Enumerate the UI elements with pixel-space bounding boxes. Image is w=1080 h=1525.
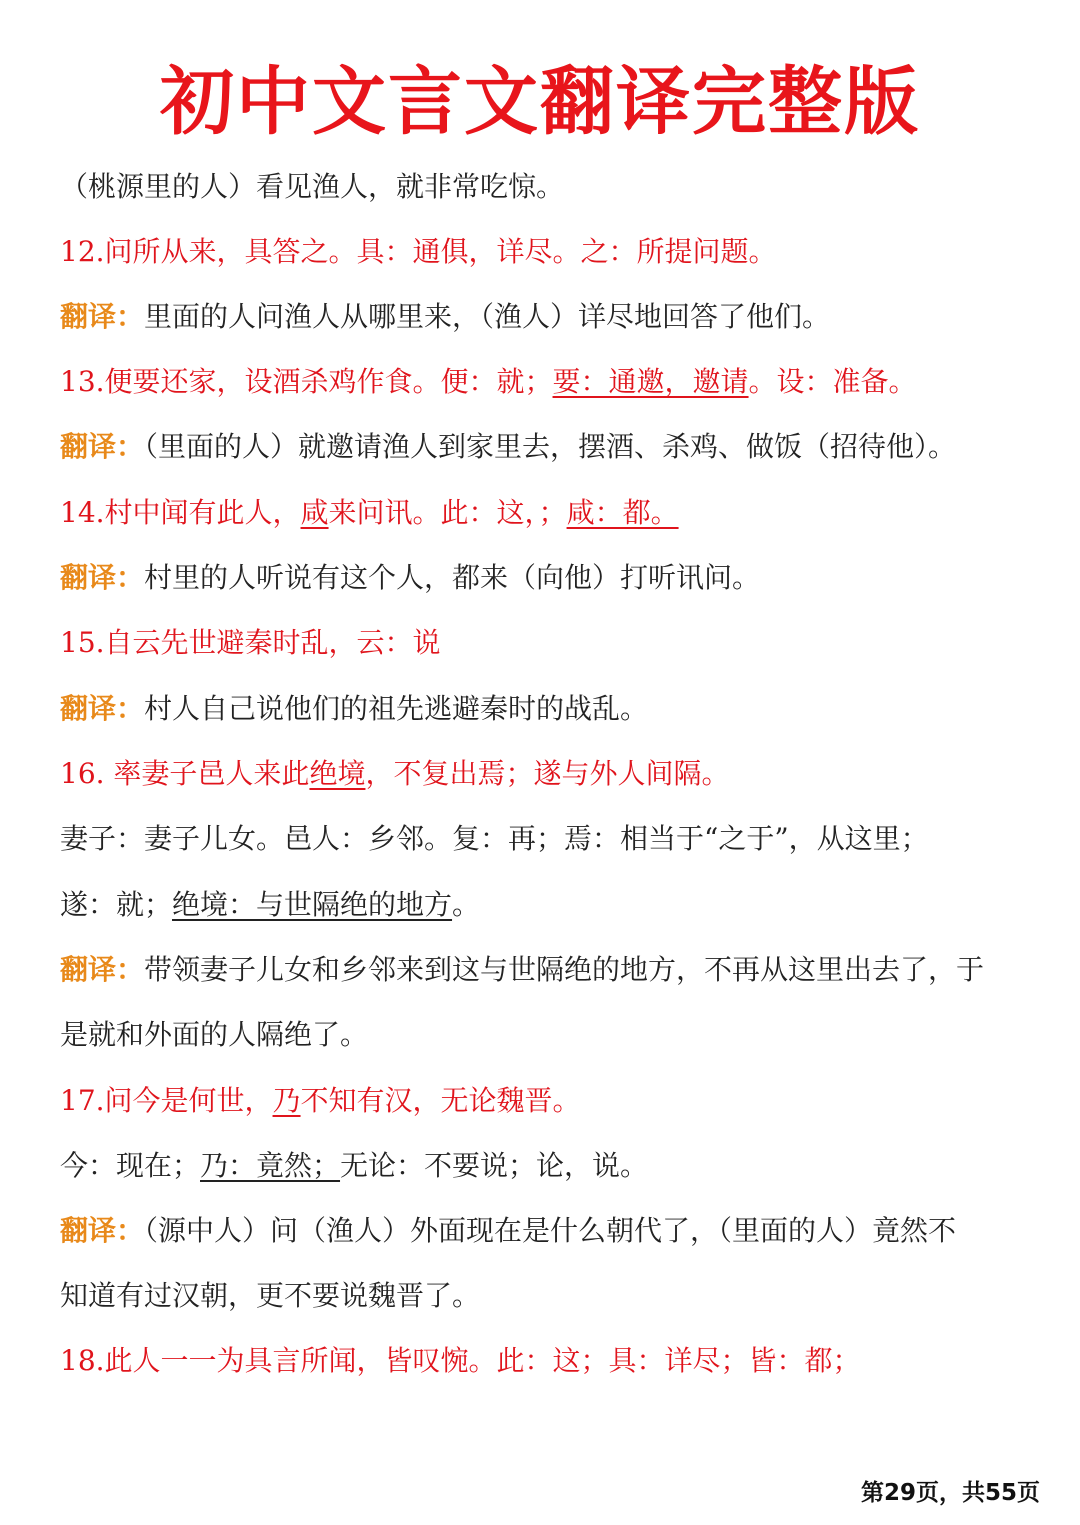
notes-16: 妻子：妻子儿女。邑人：乡邻。复：再；焉：相当于“之于”，从这里； xyxy=(60,822,929,855)
translation-16-cont: 是就和外面的人隔绝了。 xyxy=(60,1018,369,1051)
translation-label: 翻译： xyxy=(60,300,145,333)
notes-17: 今：现在；乃：竟然；无论：不要说；论，说。 xyxy=(60,1149,649,1182)
source-sentence-18: 18.此人一一为具言所闻，皆叹惋。此：这；具：详尽；皆：都； xyxy=(60,1344,861,1377)
translation-17-cont: 知道有过汉朝，更不要说魏晋了。 xyxy=(60,1279,481,1312)
translation-17: 翻译：（源中人）问（渔人）外面现在是什么朝代了，（里面的人）竟然不 xyxy=(60,1214,957,1247)
translation-label: 翻译： xyxy=(60,692,145,725)
page-title: 初中文言文翻译完整版 xyxy=(160,59,920,145)
source-sentence-16: 16. 率妻子邑人来此绝境，不复出焉；遂与外人间隔。 xyxy=(60,757,730,790)
source-sentence-12: 12.问所从来，具答之。具：通俱，详尽。之：所提问题。 xyxy=(60,235,777,268)
source-sentence-13: 13.便要还家，设酒杀鸡作食。便：就；要：通邀，邀请。设：准备。 xyxy=(60,365,917,398)
translation-12: 翻译：里面的人问渔人从哪里来，（渔人）详尽地回答了他们。 xyxy=(60,300,831,333)
source-sentence-14: 14.村中闻有此人，咸来问讯。此：这，；咸：都。 xyxy=(60,496,679,529)
translation-15: 翻译：村人自己说他们的祖先逃避秦时的战乱。 xyxy=(60,692,649,725)
translation-16: 翻译：带领妻子儿女和乡邻来到这与世隔绝的地方，不再从这里出去了，于 xyxy=(60,953,985,986)
page-number: 第29页，共55页 xyxy=(860,1480,1040,1506)
translation-label: 翻译： xyxy=(60,953,145,986)
translation-label: 翻译： xyxy=(60,1214,145,1247)
notes-16-cont: 遂：就；绝境：与世隔绝的地方。 xyxy=(60,888,481,921)
translation-label: 翻译： xyxy=(60,561,145,594)
translation-14: 翻译：村里的人听说有这个人，都来（向他）打听讯问。 xyxy=(60,561,761,594)
translation-13: 翻译：（里面的人）就邀请渔人到家里去，摆酒、杀鸡、做饭（招待他）。 xyxy=(60,430,957,463)
text-line: （桃源里的人）看见渔人，就非常吃惊。 xyxy=(60,170,565,203)
source-sentence-17: 17.问今是何世，乃不知有汉，无论魏晋。 xyxy=(60,1084,581,1117)
source-sentence-15: 15.自云先世避秦时乱，云：说 xyxy=(60,626,441,659)
translation-label: 翻译： xyxy=(60,430,145,463)
